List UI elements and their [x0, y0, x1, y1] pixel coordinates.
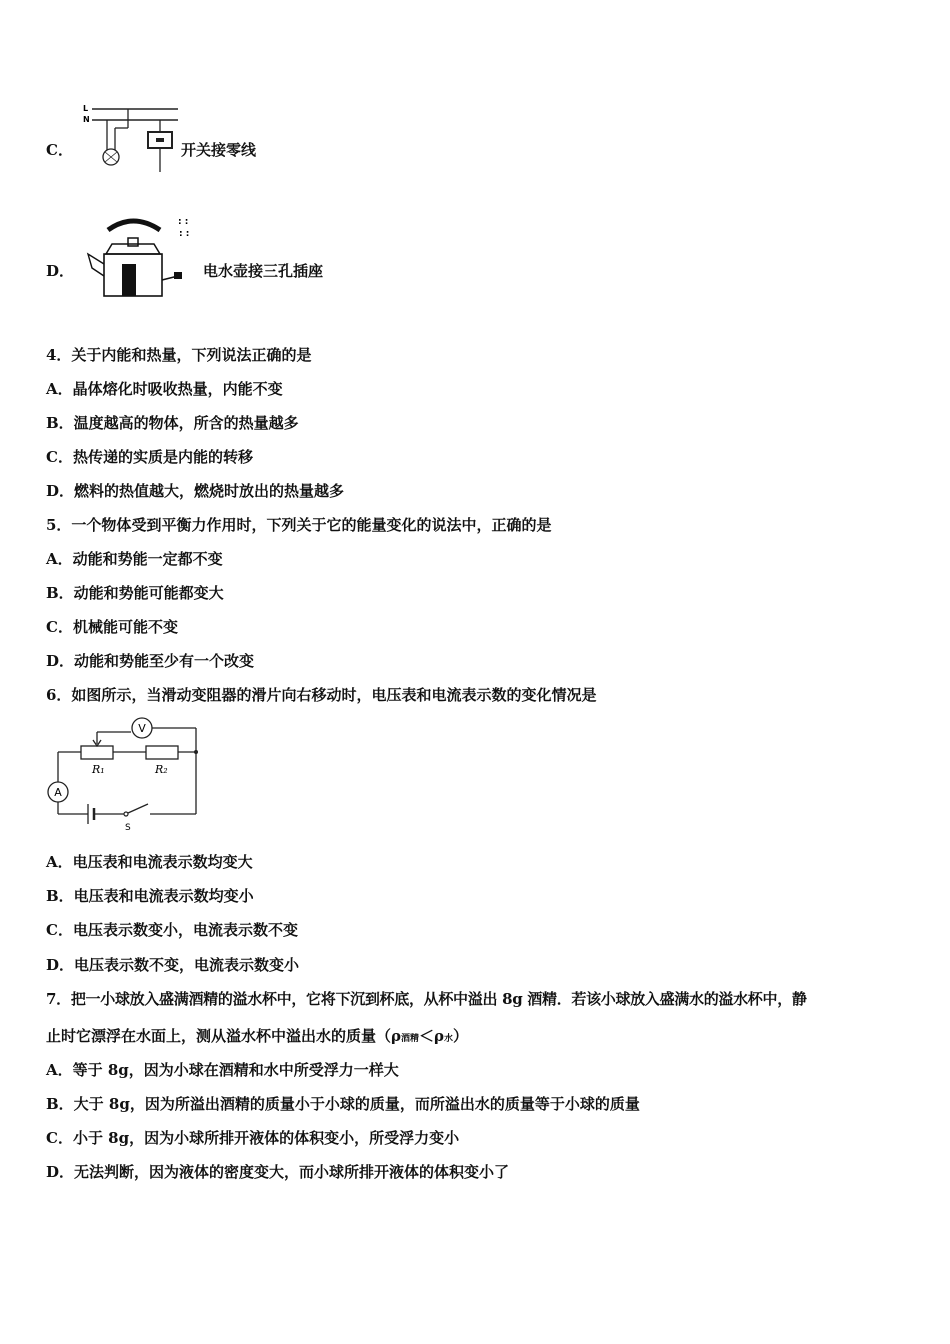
q7-line2-text: 止时它漂浮在水面上，测从溢水杯中溢出水的质量（ρ — [46, 1027, 401, 1045]
q4-stem: 4．关于内能和热量，下列说法正确的是 — [46, 346, 312, 364]
option-d-letter: D． — [46, 262, 75, 280]
r1-label: R₁ — [92, 763, 105, 776]
option-c-letter: C． — [46, 141, 73, 159]
q7-option-b: B．大于 8g，因为所溢出酒精的质量小于小球的质量，而所溢出水的质量等于小球的质量 — [46, 1095, 640, 1113]
q7-close-paren: ） — [453, 1027, 469, 1045]
q5-option-b: B．动能和势能可能都变大 — [46, 584, 224, 602]
q7-stem-line1: 7．把一小球放入盛满酒精的溢水杯中，它将下沉到杯底，从杯中溢出 8g 酒精．若该小球放入盛满水的溢水杯中，静 — [46, 990, 807, 1008]
rho-water-subscript: 水 — [443, 1034, 453, 1044]
q6-option-a: A．电压表和电流表示数均变大 — [46, 853, 253, 871]
q7-option-c: C．小于 8g，因为小球所排开液体的体积变小，所受浮力变小 — [46, 1129, 460, 1147]
q7-option-a: A．等于 8g，因为小球在酒精和水中所受浮力一样大 — [46, 1061, 399, 1079]
q6-stem: 6．如图所示，当滑动变阻器的滑片向右移动时，电压表和电流表示数的变化情况是 — [46, 686, 597, 704]
electric-kettle-illustration — [78, 210, 196, 302]
q5-option-c: C．机械能可能不变 — [46, 618, 178, 636]
q6-option-b: B．电压表和电流表示数均变小 — [46, 887, 254, 905]
circuit-diagram — [44, 712, 209, 834]
rho-alcohol-subscript: 酒精 — [400, 1034, 419, 1044]
q5-stem: 5．一个物体受到平衡力作用时，下列关于它的能量变化的说法中，正确的是 — [46, 516, 552, 534]
q7-stem-line2 — [46, 1026, 468, 1049]
q4-option-b: B．温度越高的物体，所含的热量越多 — [46, 414, 299, 432]
q6-option-d: D．电压表示数不变，电流表示数变小 — [46, 956, 300, 974]
r2-label: R₂ — [155, 763, 168, 776]
svg-text:: :: : : — [178, 217, 189, 227]
q4-option-a: A．晶体熔化时吸收热量，内能不变 — [46, 380, 283, 398]
q4-option-c: C．热传递的实质是内能的转移 — [46, 448, 253, 466]
q5-option-d: D．动能和势能至少有一个改变 — [46, 652, 255, 670]
q6-option-c: C．电压表示数变小，电流表示数不变 — [46, 921, 298, 939]
voltmeter-label: V — [138, 722, 146, 735]
q5-option-a: A．动能和势能一定都不变 — [46, 550, 223, 568]
wire-l-label: L — [83, 104, 89, 113]
option-c-caption: 开关接零线 — [181, 141, 257, 159]
q4-option-d: D．燃料的热值越大，燃烧时放出的热量越多 — [46, 482, 345, 500]
ammeter-label: A — [54, 786, 62, 799]
switch-label: S — [125, 823, 131, 833]
option-d-caption: 电水壶接三孔插座 — [203, 262, 324, 280]
switch-on-neutral-diagram — [80, 102, 180, 177]
q7-option-d: D．无法判断，因为液体的密度变大，而小球所排开液体的体积变小了 — [46, 1163, 510, 1181]
svg-text:: :: : : — [179, 229, 190, 239]
wire-n-label: N — [83, 115, 90, 124]
q7-less-than: ＜ρ — [419, 1027, 444, 1045]
